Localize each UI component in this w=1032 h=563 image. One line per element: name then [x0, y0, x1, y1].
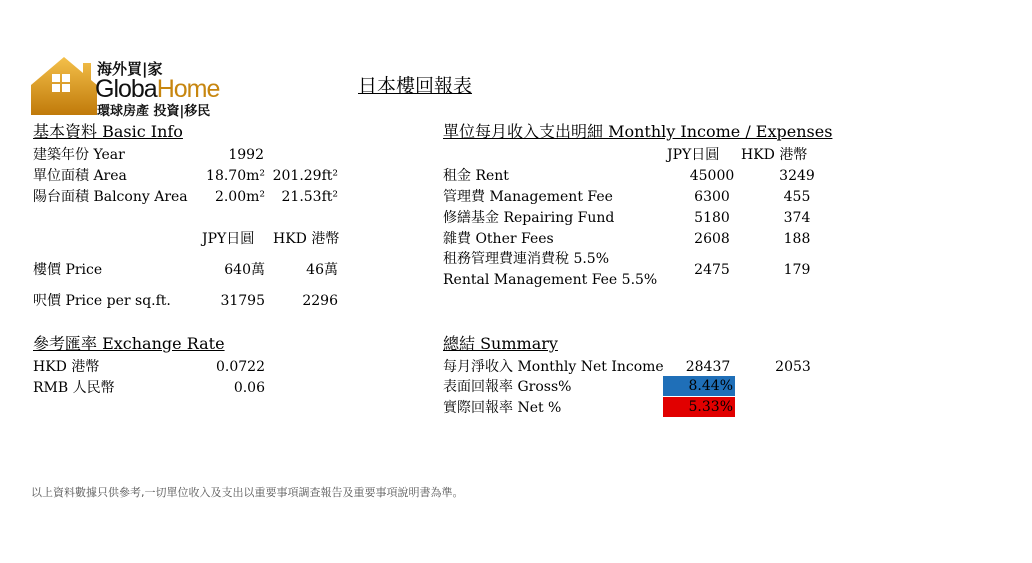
other-fees-label: 雜費 Other Fees: [443, 231, 554, 247]
management-fee-hkd: 455: [783, 189, 811, 205]
basic-col-jpy: JPY日圓: [202, 231, 255, 247]
balcony-m2-value: 2.00m²: [214, 189, 265, 205]
page-title: 日本樓回報表: [358, 75, 473, 97]
monthly-col-jpy: JPY日圓: [667, 147, 720, 163]
summary-heading: 總結 Summary: [443, 334, 558, 353]
globalhome-logo: [31, 55, 235, 117]
logo-chinese-top: 海外買|家: [97, 60, 163, 78]
rental-fee-label-en: Rental Management Fee 5.5%: [443, 272, 658, 288]
disclaimer-footer: 以上資料數據只供參考,一切單位收入及支出以重要事項調查報告及重要事項說明書為準。: [31, 486, 464, 499]
basic-col-hkd: HKD 港幣: [273, 231, 340, 247]
repairing-fund-hkd: 374: [783, 210, 811, 226]
other-fees-hkd: 188: [783, 231, 811, 247]
logo-brand: GlobaHome: [95, 75, 220, 103]
balcony-label: 陽台面積 Balcony Area: [33, 189, 188, 205]
repairing-fund-jpy: 5180: [694, 210, 730, 226]
rmb-rate-label: RMB 人民幣: [33, 380, 115, 396]
area-label: 單位面積 Area: [33, 168, 127, 184]
net-income-hkd: 2053: [775, 359, 811, 375]
rent-hkd: 3249: [779, 168, 815, 184]
gross-yield-value: 8.44%: [663, 376, 735, 396]
other-fees-jpy: 2608: [694, 231, 730, 247]
area-ft2-value: 201.29ft²: [272, 168, 338, 184]
rental-fee-label-cn: 租務管理費連消費稅 5.5%: [443, 251, 610, 267]
repairing-fund-label: 修繕基金 Repairing Fund: [443, 210, 615, 226]
price-jpy-value: 640萬: [224, 262, 265, 278]
balcony-ft2-value: 21.53ft²: [281, 189, 338, 205]
net-yield-value: 5.33%: [663, 397, 735, 417]
rental-fee-jpy: 2475: [694, 262, 730, 278]
area-m2-value: 18.70m²: [206, 168, 265, 184]
management-fee-jpy: 6300: [694, 189, 730, 205]
rent-label: 租金 Rent: [443, 168, 509, 184]
house-icon: [31, 55, 97, 117]
psf-label: 呎價 Price per sq.ft.: [33, 293, 171, 309]
rent-jpy: 45000: [689, 168, 735, 184]
net-yield-label: 實際回報率 Net %: [443, 400, 562, 416]
net-income-jpy: 28437: [685, 359, 731, 375]
monthly-col-hkd: HKD 港幣: [741, 147, 808, 163]
price-hkd-value: 46萬: [306, 262, 338, 278]
net-income-label: 每月淨收入 Monthly Net Income: [443, 359, 664, 375]
psf-hkd-value: 2296: [302, 293, 338, 309]
exchange-heading: 參考匯率 Exchange Rate: [33, 334, 225, 353]
basic-info-heading: 基本資料 Basic Info: [33, 122, 183, 141]
hkd-rate-value: 0.0722: [216, 359, 265, 375]
price-label: 樓價 Price: [33, 262, 103, 278]
hkd-rate-label: HKD 港幣: [33, 359, 100, 375]
logo-chinese-bottom: 環球房產 投資|移民: [97, 104, 211, 119]
year-label: 建築年份 Year: [33, 147, 125, 163]
rental-fee-hkd: 179: [783, 262, 811, 278]
management-fee-label: 管理費 Management Fee: [443, 189, 613, 205]
rmb-rate-value: 0.06: [233, 380, 265, 396]
gross-yield-label: 表面回報率 Gross%: [443, 379, 572, 395]
psf-jpy-value: 31795: [220, 293, 265, 309]
year-value: 1992: [228, 147, 264, 163]
monthly-heading: 單位每月收入支出明細 Monthly Income / Expenses: [443, 122, 833, 141]
